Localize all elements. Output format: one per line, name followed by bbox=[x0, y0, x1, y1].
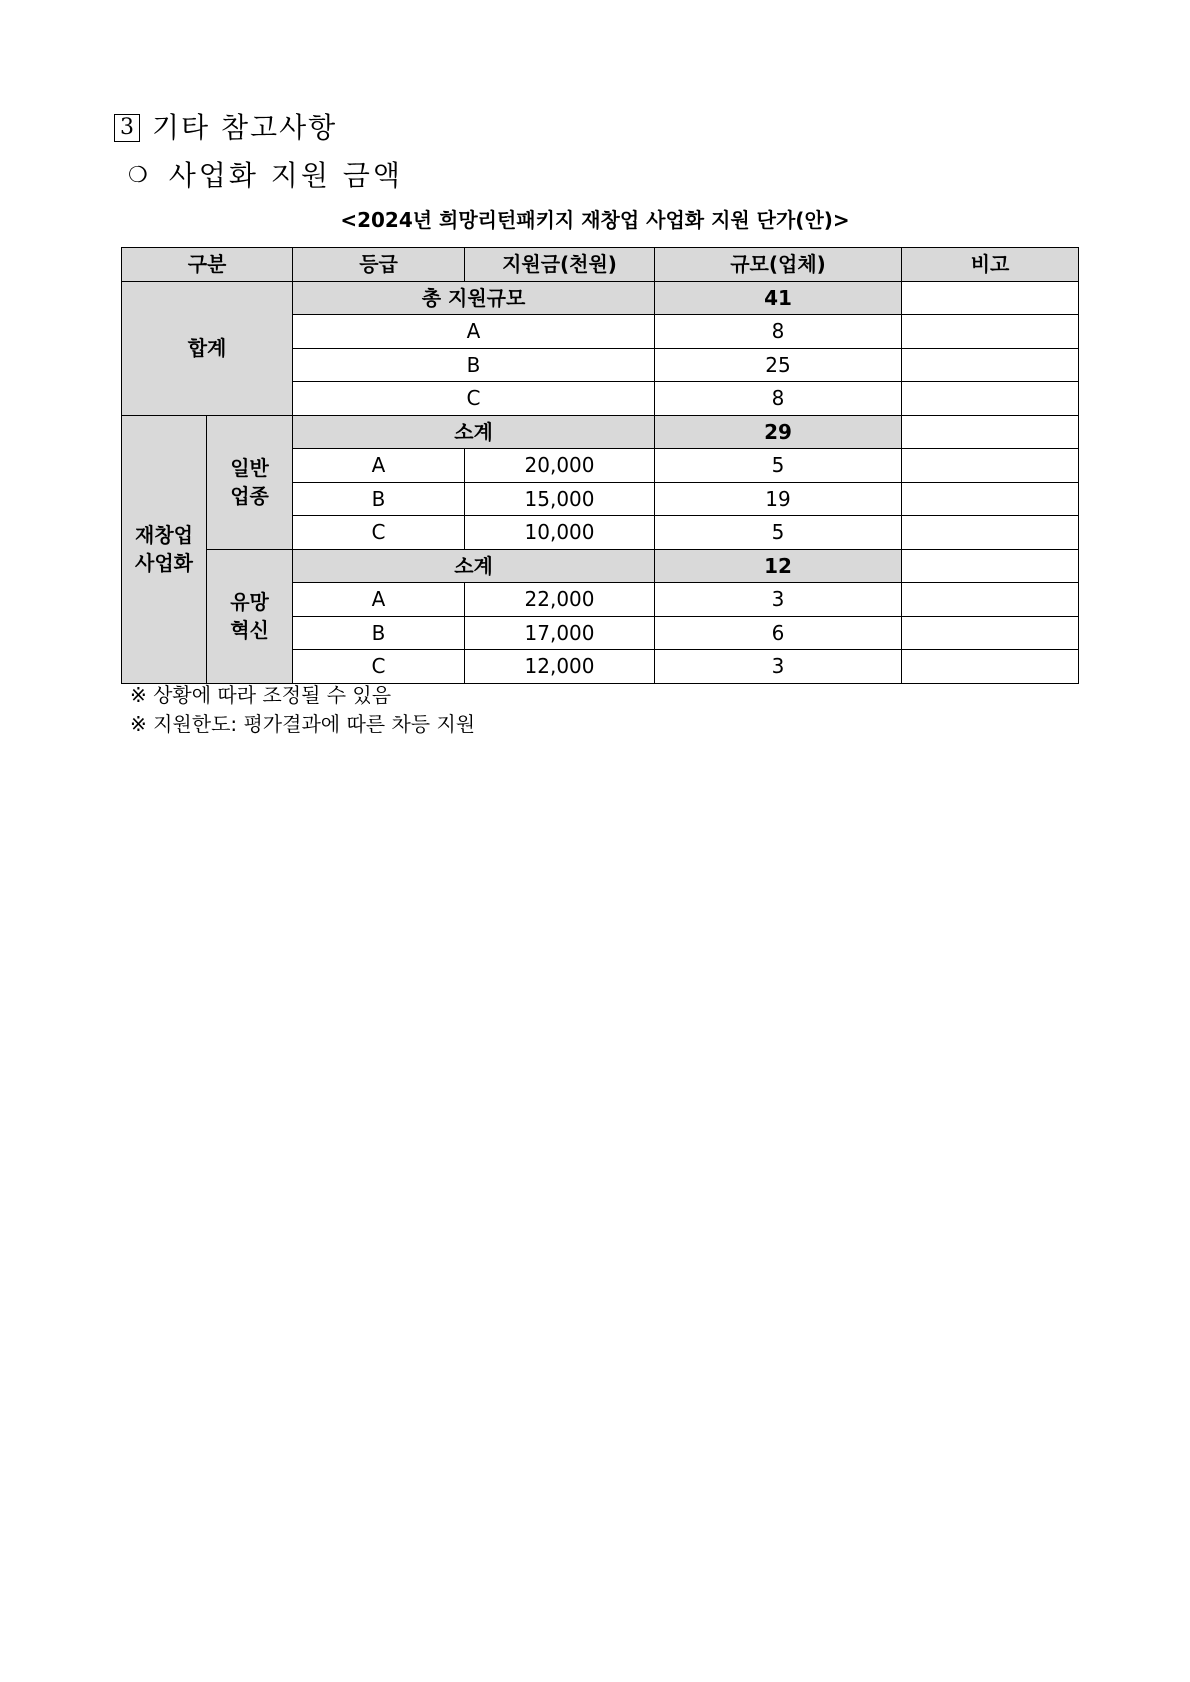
table-row bbox=[122, 281, 1079, 315]
scale-cell: 8 bbox=[655, 315, 902, 349]
table-caption: <2024년 희망리턴패키지 재창업 사업화 지원 단가(안)> bbox=[340, 208, 850, 232]
remarks-cell bbox=[902, 650, 1079, 684]
scale-cell: 19 bbox=[655, 482, 902, 516]
grade-cell: C bbox=[293, 650, 465, 684]
notes bbox=[130, 681, 475, 739]
innovative-label-line2: 혁신 bbox=[230, 618, 269, 642]
scale-cell: 25 bbox=[655, 348, 902, 382]
header-grade: 등급 bbox=[293, 248, 465, 282]
general-label-line2: 업종 bbox=[230, 484, 269, 508]
circle-bullet-icon: ❍ bbox=[128, 163, 151, 188]
innovative-subtotal-value: 12 bbox=[655, 549, 902, 583]
innovative-label bbox=[207, 549, 293, 683]
grade-cell: B bbox=[293, 482, 465, 516]
grade-cell: A bbox=[293, 449, 465, 483]
header-category: 구분 bbox=[122, 248, 293, 282]
remarks-cell bbox=[902, 549, 1079, 583]
subsection-title: 사업화 지원 금액 bbox=[168, 159, 403, 192]
grade-cell: A bbox=[293, 583, 465, 617]
table-header-row bbox=[122, 248, 1079, 282]
table-row bbox=[122, 415, 1079, 449]
total-summary-value: 41 bbox=[655, 281, 902, 315]
scale-cell: 5 bbox=[655, 516, 902, 550]
remarks-cell bbox=[902, 616, 1079, 650]
general-label bbox=[207, 415, 293, 549]
total-summary-label: 총 지원규모 bbox=[293, 281, 655, 315]
innovative-subtotal-label: 소계 bbox=[293, 549, 655, 583]
note-adjustment: ※ 상황에 따라 조정될 수 있음 bbox=[130, 683, 392, 707]
restart-label bbox=[122, 415, 207, 683]
general-label-line1: 일반 bbox=[230, 456, 269, 480]
grade-cell: A bbox=[293, 315, 655, 349]
scale-cell: 3 bbox=[655, 583, 902, 617]
header-scale: 규모(업체) bbox=[655, 248, 902, 282]
note-support-limit: ※ 지원한도: 평가결과에 따른 차등 지원 bbox=[130, 712, 476, 736]
scale-cell: 5 bbox=[655, 449, 902, 483]
section-heading bbox=[114, 108, 337, 148]
general-subtotal-label: 소계 bbox=[293, 415, 655, 449]
support-amount-table bbox=[121, 247, 1079, 684]
header-amount: 지원금(천원) bbox=[465, 248, 655, 282]
section-title: 기타 참고사항 bbox=[152, 111, 338, 144]
innovative-label-line1: 유망 bbox=[230, 590, 269, 614]
remarks-cell bbox=[902, 583, 1079, 617]
amount-cell: 17,000 bbox=[465, 616, 655, 650]
grade-cell: C bbox=[293, 382, 655, 416]
remarks-cell bbox=[902, 281, 1079, 315]
general-subtotal-value: 29 bbox=[655, 415, 902, 449]
scale-cell: 6 bbox=[655, 616, 902, 650]
remarks-cell bbox=[902, 415, 1079, 449]
total-label: 합계 bbox=[122, 281, 293, 415]
grade-cell: B bbox=[293, 616, 465, 650]
grade-cell: C bbox=[293, 516, 465, 550]
scale-cell: 8 bbox=[655, 382, 902, 416]
amount-cell: 22,000 bbox=[465, 583, 655, 617]
remarks-cell bbox=[902, 482, 1079, 516]
section-number-box: 3 bbox=[114, 114, 140, 142]
sub-heading bbox=[128, 156, 403, 196]
remarks-cell bbox=[902, 449, 1079, 483]
table-row bbox=[122, 549, 1079, 583]
grade-cell: B bbox=[293, 348, 655, 382]
header-remarks: 비고 bbox=[902, 248, 1079, 282]
amount-cell: 15,000 bbox=[465, 482, 655, 516]
restart-label-line2: 사업화 bbox=[135, 551, 193, 575]
scale-cell: 3 bbox=[655, 650, 902, 684]
remarks-cell bbox=[902, 348, 1079, 382]
remarks-cell bbox=[902, 382, 1079, 416]
restart-label-line1: 재창업 bbox=[135, 523, 193, 547]
amount-cell: 12,000 bbox=[465, 650, 655, 684]
amount-cell: 20,000 bbox=[465, 449, 655, 483]
amount-cell: 10,000 bbox=[465, 516, 655, 550]
remarks-cell bbox=[902, 315, 1079, 349]
remarks-cell bbox=[902, 516, 1079, 550]
